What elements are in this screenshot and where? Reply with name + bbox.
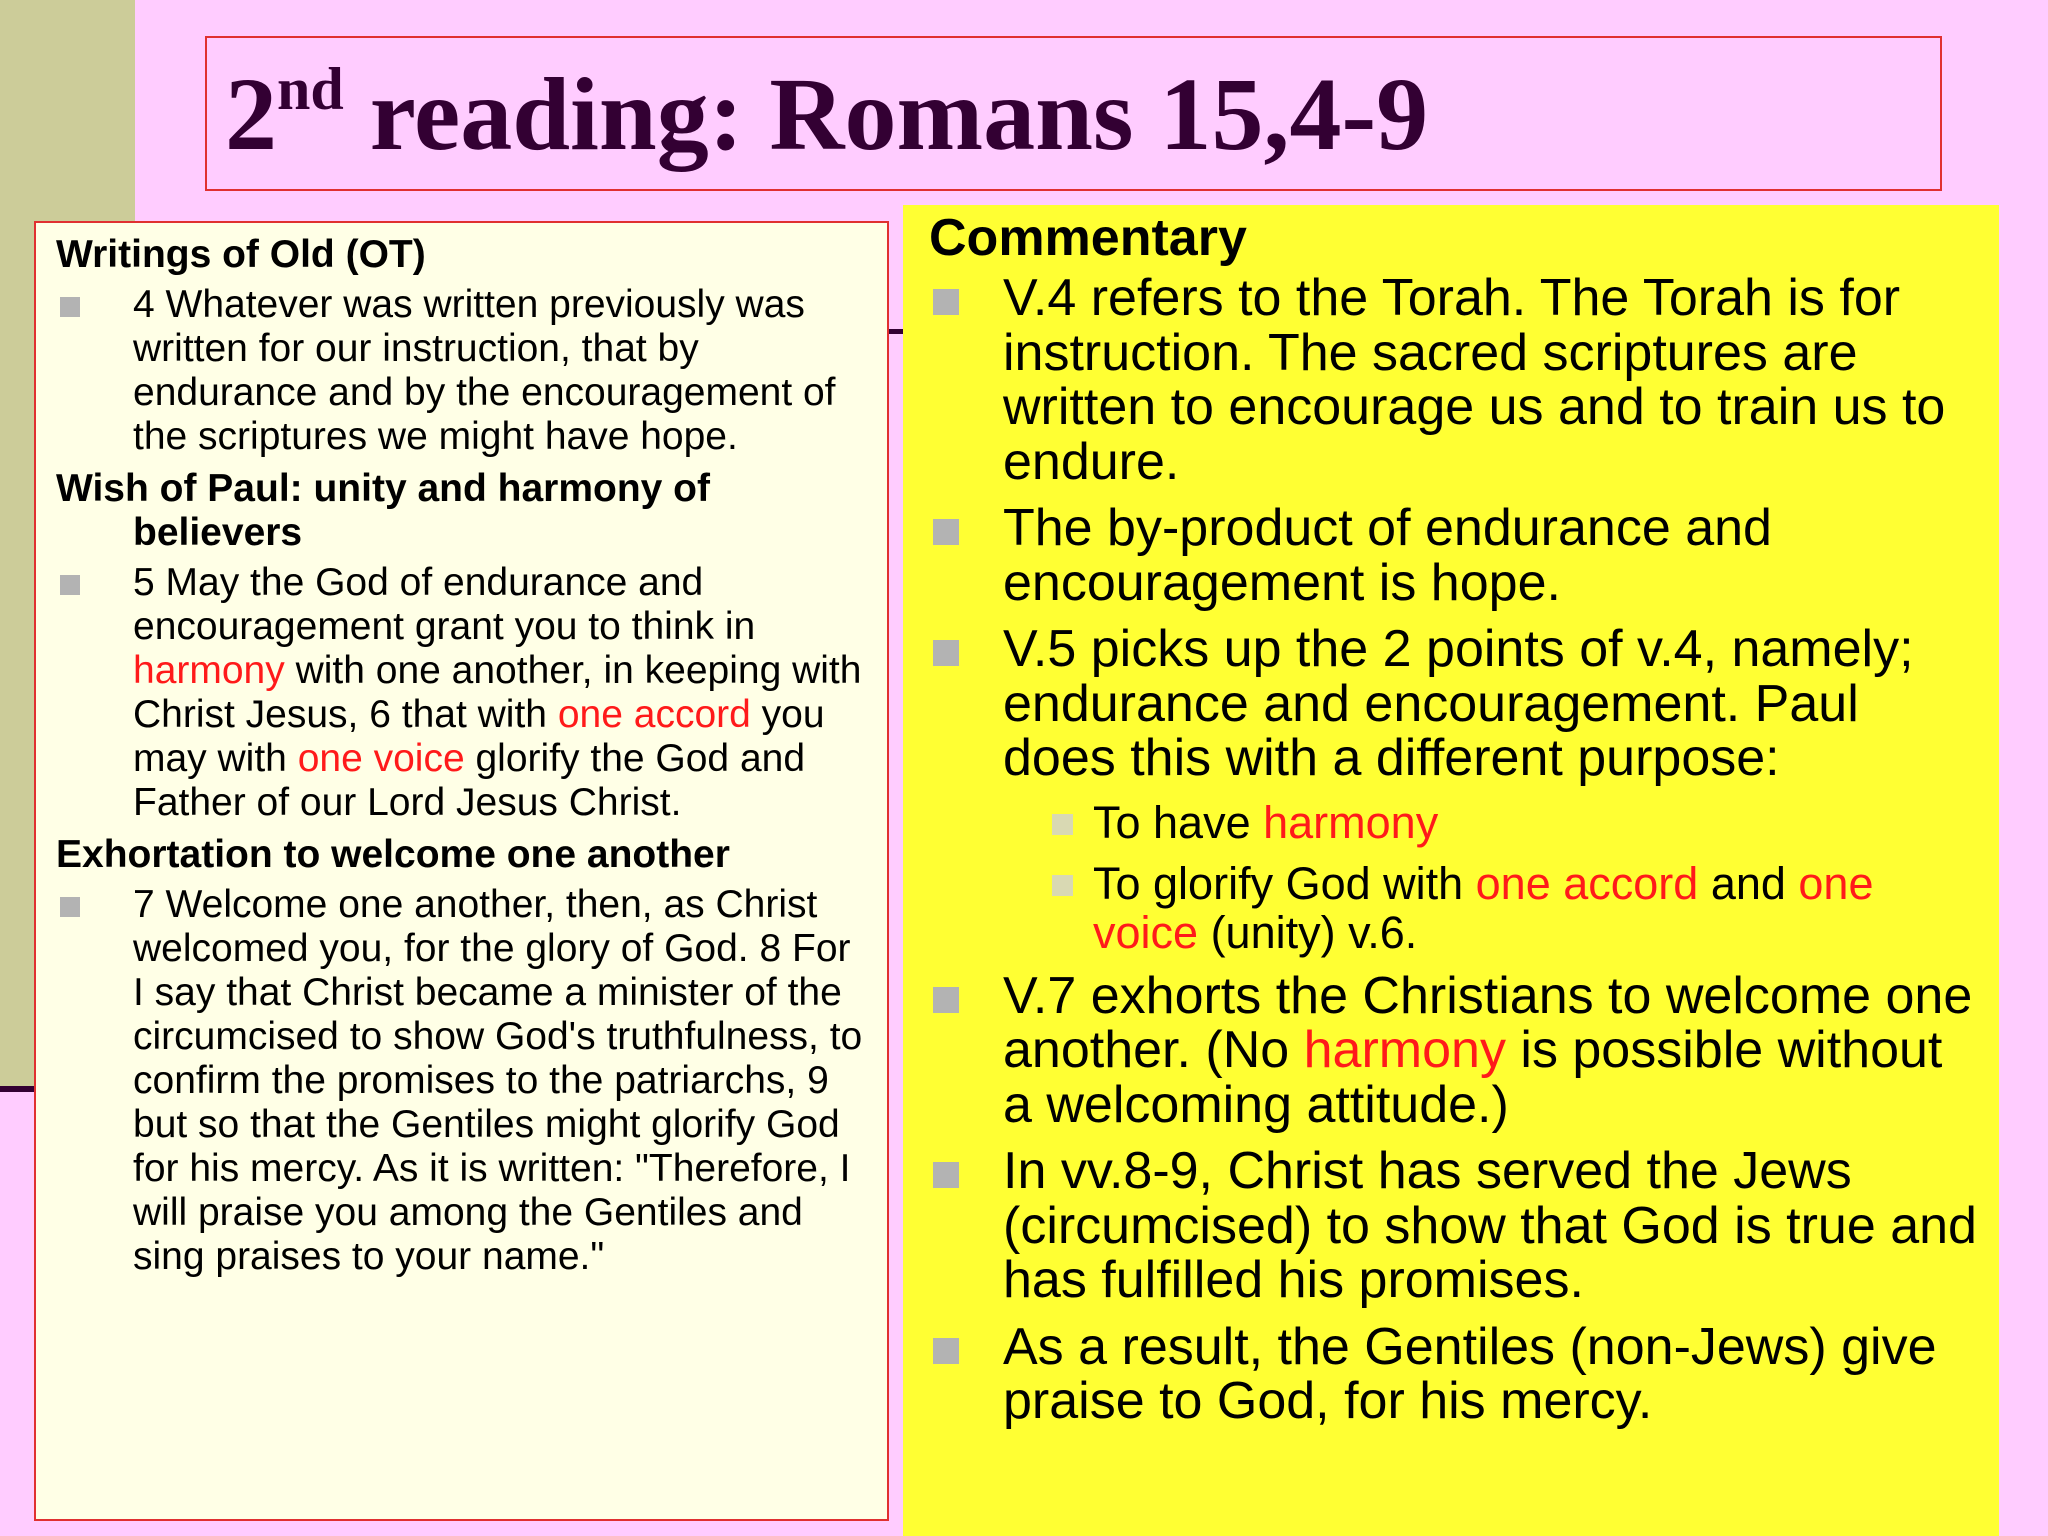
highlight-harmony: harmony	[133, 649, 285, 692]
square-bullet-icon	[60, 297, 80, 317]
commentary-text: As a result, the Gentiles (non-Jews) give praise to God, for his mercy.	[1003, 1317, 1937, 1430]
highlight-harmony: harmony	[1303, 1021, 1506, 1079]
verse-6-end-text: glorify the God and Father of our Lord Jesus Christ.	[133, 737, 806, 824]
commentary-subitem	[925, 859, 1977, 957]
verse-6-text: you may with	[133, 693, 825, 780]
commentary-item	[925, 271, 1977, 489]
section-heading-wish-of-paul: Wish of Paul: unity and harmony of believers	[56, 467, 710, 554]
subitem-text: (unity) v.6.	[1198, 906, 1418, 958]
commentary-text: is possible without a welcoming attitude.)	[1003, 1021, 1943, 1134]
commentary-item	[925, 622, 1977, 786]
verse-5-6-item	[56, 561, 867, 825]
section-heading-old-writings: Writings of Old (OT)	[56, 233, 426, 276]
square-bullet-icon	[933, 1162, 959, 1188]
section-heading-exhortation: Exhortation to welcome one another	[56, 833, 730, 876]
commentary-panel	[903, 205, 1999, 1536]
highlight-one-accord: one accord	[1475, 857, 1699, 909]
verse-4-item	[56, 283, 867, 459]
commentary-heading: Commentary	[929, 209, 1247, 267]
square-bullet-icon	[1052, 814, 1073, 835]
commentary-item	[925, 1144, 1977, 1308]
highlight-one-accord: one accord	[557, 693, 751, 736]
slide-title	[225, 58, 1428, 172]
verse-4-text: 4 Whatever was written previously was written for our instruction, that by endurance and by the encouragement of the scriptures we might have hope.	[133, 283, 836, 458]
commentary-item	[925, 501, 1977, 610]
subitem-text: To have	[1093, 796, 1264, 848]
square-bullet-icon	[933, 987, 959, 1013]
title-text: reading: Romans 15,4-9	[343, 57, 1429, 172]
verse-5-6-text: with one another, in keeping with Christ Jesus, 6 that with	[133, 649, 862, 736]
square-bullet-icon	[60, 897, 80, 917]
verse-7-9-text: 7 Welcome one another, then, as Christ welcomed you, for the glory of God. 8 For I say that Christ became a minister of the circumcised to show God's truthfulness, to confirm the promises to the patriarchs, 9 but so that the Gentiles might glorify God for his mercy. As it is written: "Therefore, I will praise you among the Gentiles and sing praises to your name."	[133, 883, 863, 1278]
square-bullet-icon	[933, 289, 959, 315]
verse-7-9-item	[56, 883, 867, 1279]
subitem-text: and	[1698, 857, 1799, 909]
commentary-subitem	[925, 798, 1977, 847]
highlight-one-voice: one voice	[1093, 857, 1874, 958]
highlight-harmony: harmony	[1263, 796, 1439, 848]
title-number: 2	[225, 57, 277, 172]
scripture-panel	[34, 221, 889, 1521]
highlight-one-voice: one voice	[297, 737, 465, 780]
commentary-item	[925, 1317, 1977, 1430]
subitem-text: To glorify God with	[1093, 857, 1476, 909]
square-bullet-icon	[1052, 875, 1073, 896]
commentary-text: The by-product of endurance and encouragement is hope.	[1003, 499, 1772, 612]
verse-5-text: 5 May the God of endurance and encouragement grant you to think in	[133, 561, 756, 648]
commentary-text: In vv.8-9, Christ has served the Jews (circumcised) to show that God is true and has fulfilled his promises.	[1003, 1142, 1977, 1309]
commentary-item	[925, 966, 1977, 1134]
commentary-text: V.5 picks up the 2 points of v.4, namely; endurance and encouragement. Paul does this with a different purpose:	[1003, 620, 1914, 787]
title-box	[205, 36, 1942, 191]
commentary-text: V.4 refers to the Torah. The Torah is for instruction. The sacred scriptures are written to encourage us and to train us to endure.	[1003, 269, 1946, 491]
commentary-text: V.7 exhorts the Christians to welcome one another. (No	[1003, 966, 1973, 1079]
square-bullet-icon	[60, 575, 80, 595]
square-bullet-icon	[933, 640, 959, 666]
title-superscript: nd	[277, 56, 344, 122]
square-bullet-icon	[933, 519, 959, 545]
square-bullet-icon	[933, 1338, 959, 1364]
